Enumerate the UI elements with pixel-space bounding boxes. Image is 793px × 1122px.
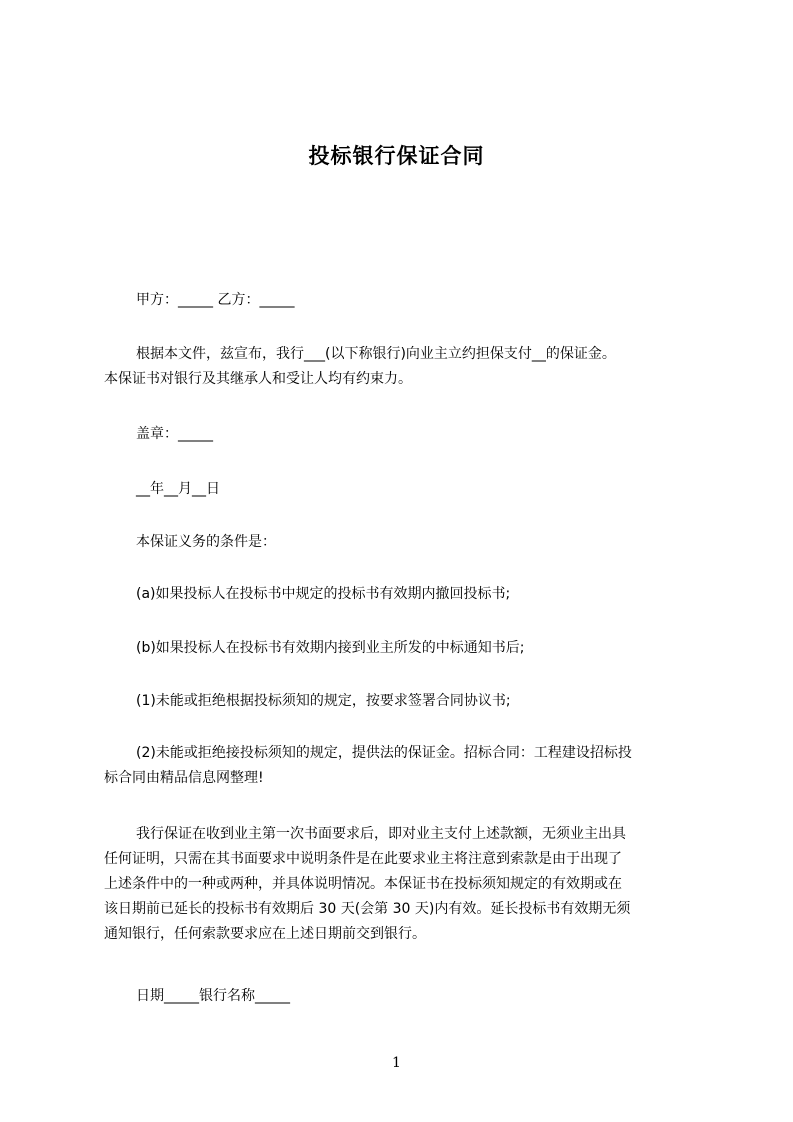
condition-2-line-1: (2)未能或拒绝接投标须知的规定，提供法的保证金。招标合同：工程建设招标投 bbox=[136, 745, 632, 761]
condition-a: (a)如果投标人在投标书中规定的投标书有效期内撤回投标书; bbox=[136, 586, 511, 602]
guarantee-line-4: 该日期前已延长的投标书有效期后 30 天(会第 30 天)内有效。延长投标书有效期无须 bbox=[104, 901, 631, 917]
condition-b: (b)如果投标人在投标书有效期内接到业主所发的中标通知书后; bbox=[136, 640, 525, 656]
declaration-line-1: 根据本文件，兹宣布，我行___(以下称银行)向业主立约担保支付__的保证金。 bbox=[136, 346, 616, 362]
guarantee-line-5: 通知银行，任何索款要求应在上述日期前交到银行。 bbox=[104, 926, 426, 942]
guarantee-paragraph bbox=[104, 822, 720, 947]
page-number: 1 bbox=[392, 1055, 401, 1071]
declaration-line-2: 本保证书对银行及其继承人和受让人均有约束力。 bbox=[104, 371, 412, 387]
conditions-intro: 本保证义务的条件是： bbox=[136, 534, 276, 550]
seal-line: 盖章：_____ bbox=[136, 426, 213, 442]
signature-line: 日期_____银行名称_____ bbox=[136, 988, 290, 1004]
guarantee-line-1: 我行保证在收到业主第一次书面要求后，即对业主支付上述款额，无须业主出具 bbox=[136, 826, 626, 842]
guarantee-line-2: 任何证明，只需在其书面要求中说明条件是在此要求业主将注意到索款是由于出现了 bbox=[104, 851, 622, 867]
condition-2-line-2: 标合同由精品信息网整理! bbox=[104, 770, 264, 786]
date-line: __年__月__日 bbox=[136, 481, 220, 497]
declaration-paragraph bbox=[104, 342, 720, 392]
condition-2-paragraph bbox=[104, 741, 720, 791]
guarantee-line-3: 上述条件中的一种或两种，并具体说明情况。本保证书在投标须知规定的有效期或在 bbox=[104, 876, 622, 892]
condition-1: (1)未能或拒绝根据投标须知的规定，按要求签署合同协议书; bbox=[136, 693, 511, 709]
parties-line: 甲方：_____ 乙方：_____ bbox=[136, 292, 295, 308]
document-title: 投标银行保证合同 bbox=[308, 144, 485, 168]
